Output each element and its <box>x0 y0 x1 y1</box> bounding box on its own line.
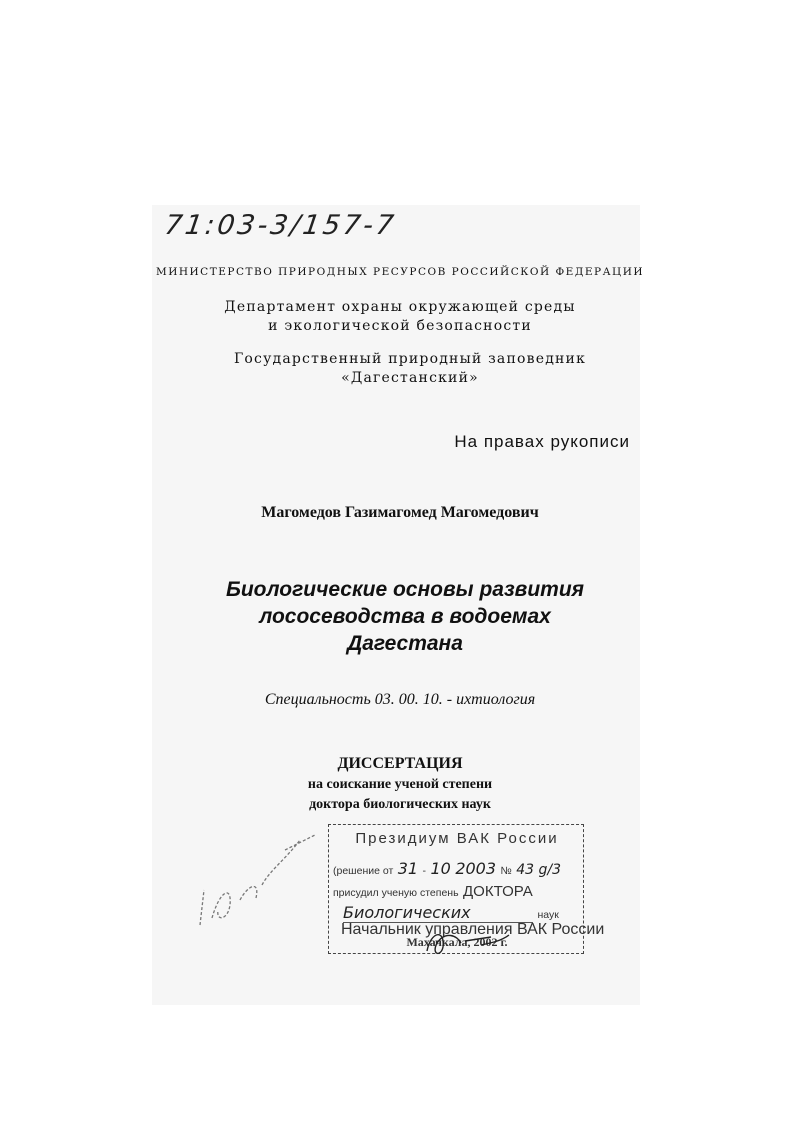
decision-month: 10 <box>430 859 451 878</box>
department-line-2: и экологической безопасности <box>268 318 532 334</box>
stamp-field-line <box>343 903 583 923</box>
author-name: Магомедов Газимагомед Магомедович <box>261 504 539 521</box>
margin-signature <box>190 830 320 960</box>
stamp-decision-line: (решение от 31 - 10 2003 № 43 g/3 <box>333 859 561 878</box>
title-line-2: лососеводства в водоемах <box>259 605 551 628</box>
archive-code: 71:03-3/157-7 <box>162 210 399 241</box>
decision-no-label: № <box>500 865 512 877</box>
reserve-line-1: Государственный природный заповедник <box>233 351 587 367</box>
decision-day: 31 <box>397 859 419 878</box>
signature-scribble-icon <box>190 830 320 960</box>
reserve-block <box>200 350 620 388</box>
degree-line-2: доктора биологических наук <box>309 797 491 812</box>
field-suffix: наук <box>537 909 559 921</box>
reserve-line-2: «Дагестанский» <box>341 370 479 386</box>
awarded-prefix: присудил ученую степень <box>333 887 459 899</box>
dissertation-title <box>180 576 630 657</box>
dissertation-type: ДИССЕРТАЦИЯ <box>337 755 463 772</box>
stamp-head-line: Начальник управления ВАК России <box>341 921 605 938</box>
decision-year: 2003 <box>455 859 497 878</box>
decision-prefix: (решение от <box>333 865 394 877</box>
manuscript-note: На правах рукописи <box>454 432 630 451</box>
specialty: Специальность 03. 00. 10. - ихтиология <box>264 691 536 708</box>
department-line-1: Департамент охраны окружающей среды <box>224 299 576 315</box>
degree-word: ДОКТОРА <box>463 883 533 900</box>
city-year: Махачкала, 2002 г. <box>406 935 508 949</box>
degree-line-1: на соискание ученой степени <box>307 777 493 792</box>
decision-number: 43 g/3 <box>516 862 561 878</box>
department-block <box>200 298 600 336</box>
title-line-3: Дагестана <box>347 632 463 655</box>
field-handwritten: Биологических <box>343 903 533 923</box>
stamp-title: Президиум ВАК России <box>355 830 559 847</box>
ministry-heading: МИНИСТЕРСТВО ПРИРОДНЫХ РЕСУРСОВ РОССИЙСКОЙ ФЕДЕРАЦИИ <box>155 266 645 278</box>
title-line-1: Биологические основы развития <box>225 578 585 601</box>
official-signature-icon <box>421 921 511 961</box>
vak-stamp <box>328 824 605 954</box>
stamp-awarded-line <box>333 883 583 901</box>
